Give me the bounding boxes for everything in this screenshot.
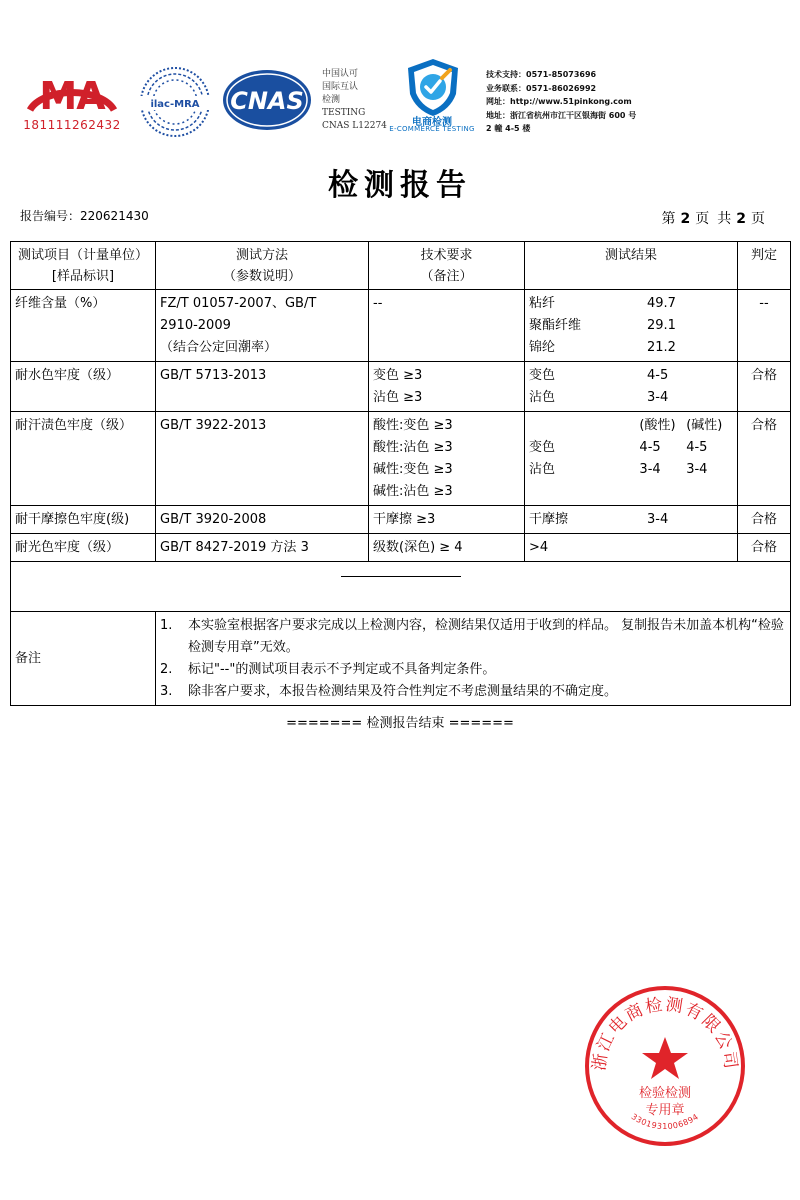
- sweat-item: 耐汗渍色牢度（级）: [11, 412, 156, 506]
- report-title: 检测报告: [328, 168, 472, 203]
- stamp-line1: 检验检测: [638, 1086, 692, 1101]
- remark-note: 3. 除非客户要求，本报告检测结果及符合性判定不考虑测量结果的不确定度。: [160, 684, 618, 699]
- stamp-star-icon: [642, 1037, 688, 1079]
- sweat-results: (酸性) (碱性) 变色 4-5 4-5 沾色 3-4 3-4: [525, 412, 738, 506]
- cert-line: 检测: [322, 95, 341, 105]
- rub-item: 耐干摩擦色牢度(级): [11, 506, 156, 534]
- ec-logo-en: E-COMMERCE TESTING: [389, 125, 475, 133]
- fiber-item: 纤维含量（%）: [11, 290, 156, 362]
- light-judgement: 合格: [738, 534, 791, 562]
- ecommerce-testing-shield-icon: [398, 56, 468, 118]
- table-row: [11, 506, 791, 534]
- cma-number: 181111262432: [23, 118, 121, 132]
- accreditation-text: [322, 68, 387, 133]
- ilac-mra-logo: [137, 66, 213, 138]
- divider-row: [11, 562, 791, 612]
- cnas-logo-text: CNAS: [230, 87, 304, 115]
- contact-line: 地址：浙江省杭州市江干区银海街 600 号: [486, 110, 637, 120]
- contact-line: 业务联系：0571-86026992: [486, 83, 597, 93]
- ec-logo-cn: 电商检测: [412, 117, 452, 128]
- header-result: 测试结果: [525, 242, 738, 290]
- stamp-number: 3301931006894: [629, 1112, 701, 1132]
- header-test-method: 测试方法 （参数说明）: [156, 242, 369, 290]
- cert-line: CNAS L12274: [322, 121, 387, 131]
- water-judgement: 合格: [738, 362, 791, 412]
- cnas-logo: [221, 68, 313, 132]
- rub-method: GB/T 3920-2008: [156, 506, 369, 534]
- fiber-judgement: --: [738, 290, 791, 362]
- remarks-label: 备注: [11, 612, 156, 706]
- remark-note: 1. 本实验室根据客户要求完成以上检测内容，检测结果仅适用于收到的样品。 复制报告未加盖本机构“检验检测专用章”无效。: [160, 618, 784, 655]
- water-method: GB/T 5713-2013: [156, 362, 369, 412]
- cma-logo-text: MA: [39, 74, 105, 118]
- header-judgement: 判定: [738, 242, 791, 290]
- table-row: [11, 534, 791, 562]
- contact-info: [486, 68, 636, 136]
- cert-line: 国际互认: [322, 82, 359, 92]
- test-results-table: [10, 241, 791, 706]
- rub-judgement: 合格: [738, 506, 791, 534]
- sweat-requirement: 酸性:变色 ≥3 酸性:沾色 ≥3 碱性:变色 ≥3 碱性:沾色 ≥3: [369, 412, 525, 506]
- table-row: [11, 362, 791, 412]
- contact-line: 网址：http://www.51pinkong.com: [486, 97, 632, 106]
- table-row: [11, 290, 791, 362]
- contact-line: 2 幢 4-5 楼: [486, 124, 531, 133]
- fiber-requirement: --: [369, 290, 525, 362]
- water-requirement: 变色 ≥3 沾色 ≥3: [369, 362, 525, 412]
- stamp-line2: 专用章: [645, 1103, 685, 1118]
- header-requirement: 技术要求 （备注）: [369, 242, 525, 290]
- rub-requirement: 干摩擦 ≥3: [369, 506, 525, 534]
- light-item: 耐光色牢度（级）: [11, 534, 156, 562]
- report-end-marker: ======= 检测报告结束 ======: [286, 716, 514, 731]
- sweat-method: GB/T 3922-2013: [156, 412, 369, 506]
- light-requirement: 级数(深色) ≥ 4: [369, 534, 525, 562]
- table-header-row: [11, 242, 791, 290]
- remarks-row: [11, 612, 791, 706]
- table-row: [11, 412, 791, 506]
- cert-line: 中国认可: [322, 69, 359, 79]
- fiber-method: FZ/T 01057-2007、GB/T 2910-2009 （结合公定回潮率）: [156, 290, 369, 362]
- stamp-company-text: 浙江电商检测有限公司: [589, 994, 741, 1072]
- divider-line: [341, 576, 461, 577]
- fiber-results: 粘纤 49.7 聚酯纤维 29.1 锦纶 21.2: [525, 290, 738, 362]
- report-number: 报告编号：220621430: [20, 209, 149, 223]
- rub-results: 干摩擦 3-4: [525, 506, 738, 534]
- contact-line: 技术支持：0571-85073696: [486, 70, 597, 79]
- ilac-logo-text: ilac-MRA: [150, 99, 200, 110]
- sweat-judgement: 合格: [738, 412, 791, 506]
- remark-note: 2. 标记"--"的测试项目表示不予判定或不具备判定条件。: [160, 662, 496, 677]
- page-indicator: 第 2 页 共 2 页: [661, 211, 767, 227]
- remarks-content: [156, 612, 791, 706]
- cert-line: TESTING: [322, 108, 366, 118]
- light-method: GB/T 8427-2019 方法 3: [156, 534, 369, 562]
- water-item: 耐水色牢度（级）: [11, 362, 156, 412]
- light-results: >4: [525, 534, 738, 562]
- water-results: 变色 4-5 沾色 3-4: [525, 362, 738, 412]
- blank-divider: [11, 562, 791, 612]
- header-test-item: 测试项目（计量单位） [样品标识]: [11, 242, 156, 290]
- official-seal-stamp: [584, 985, 746, 1147]
